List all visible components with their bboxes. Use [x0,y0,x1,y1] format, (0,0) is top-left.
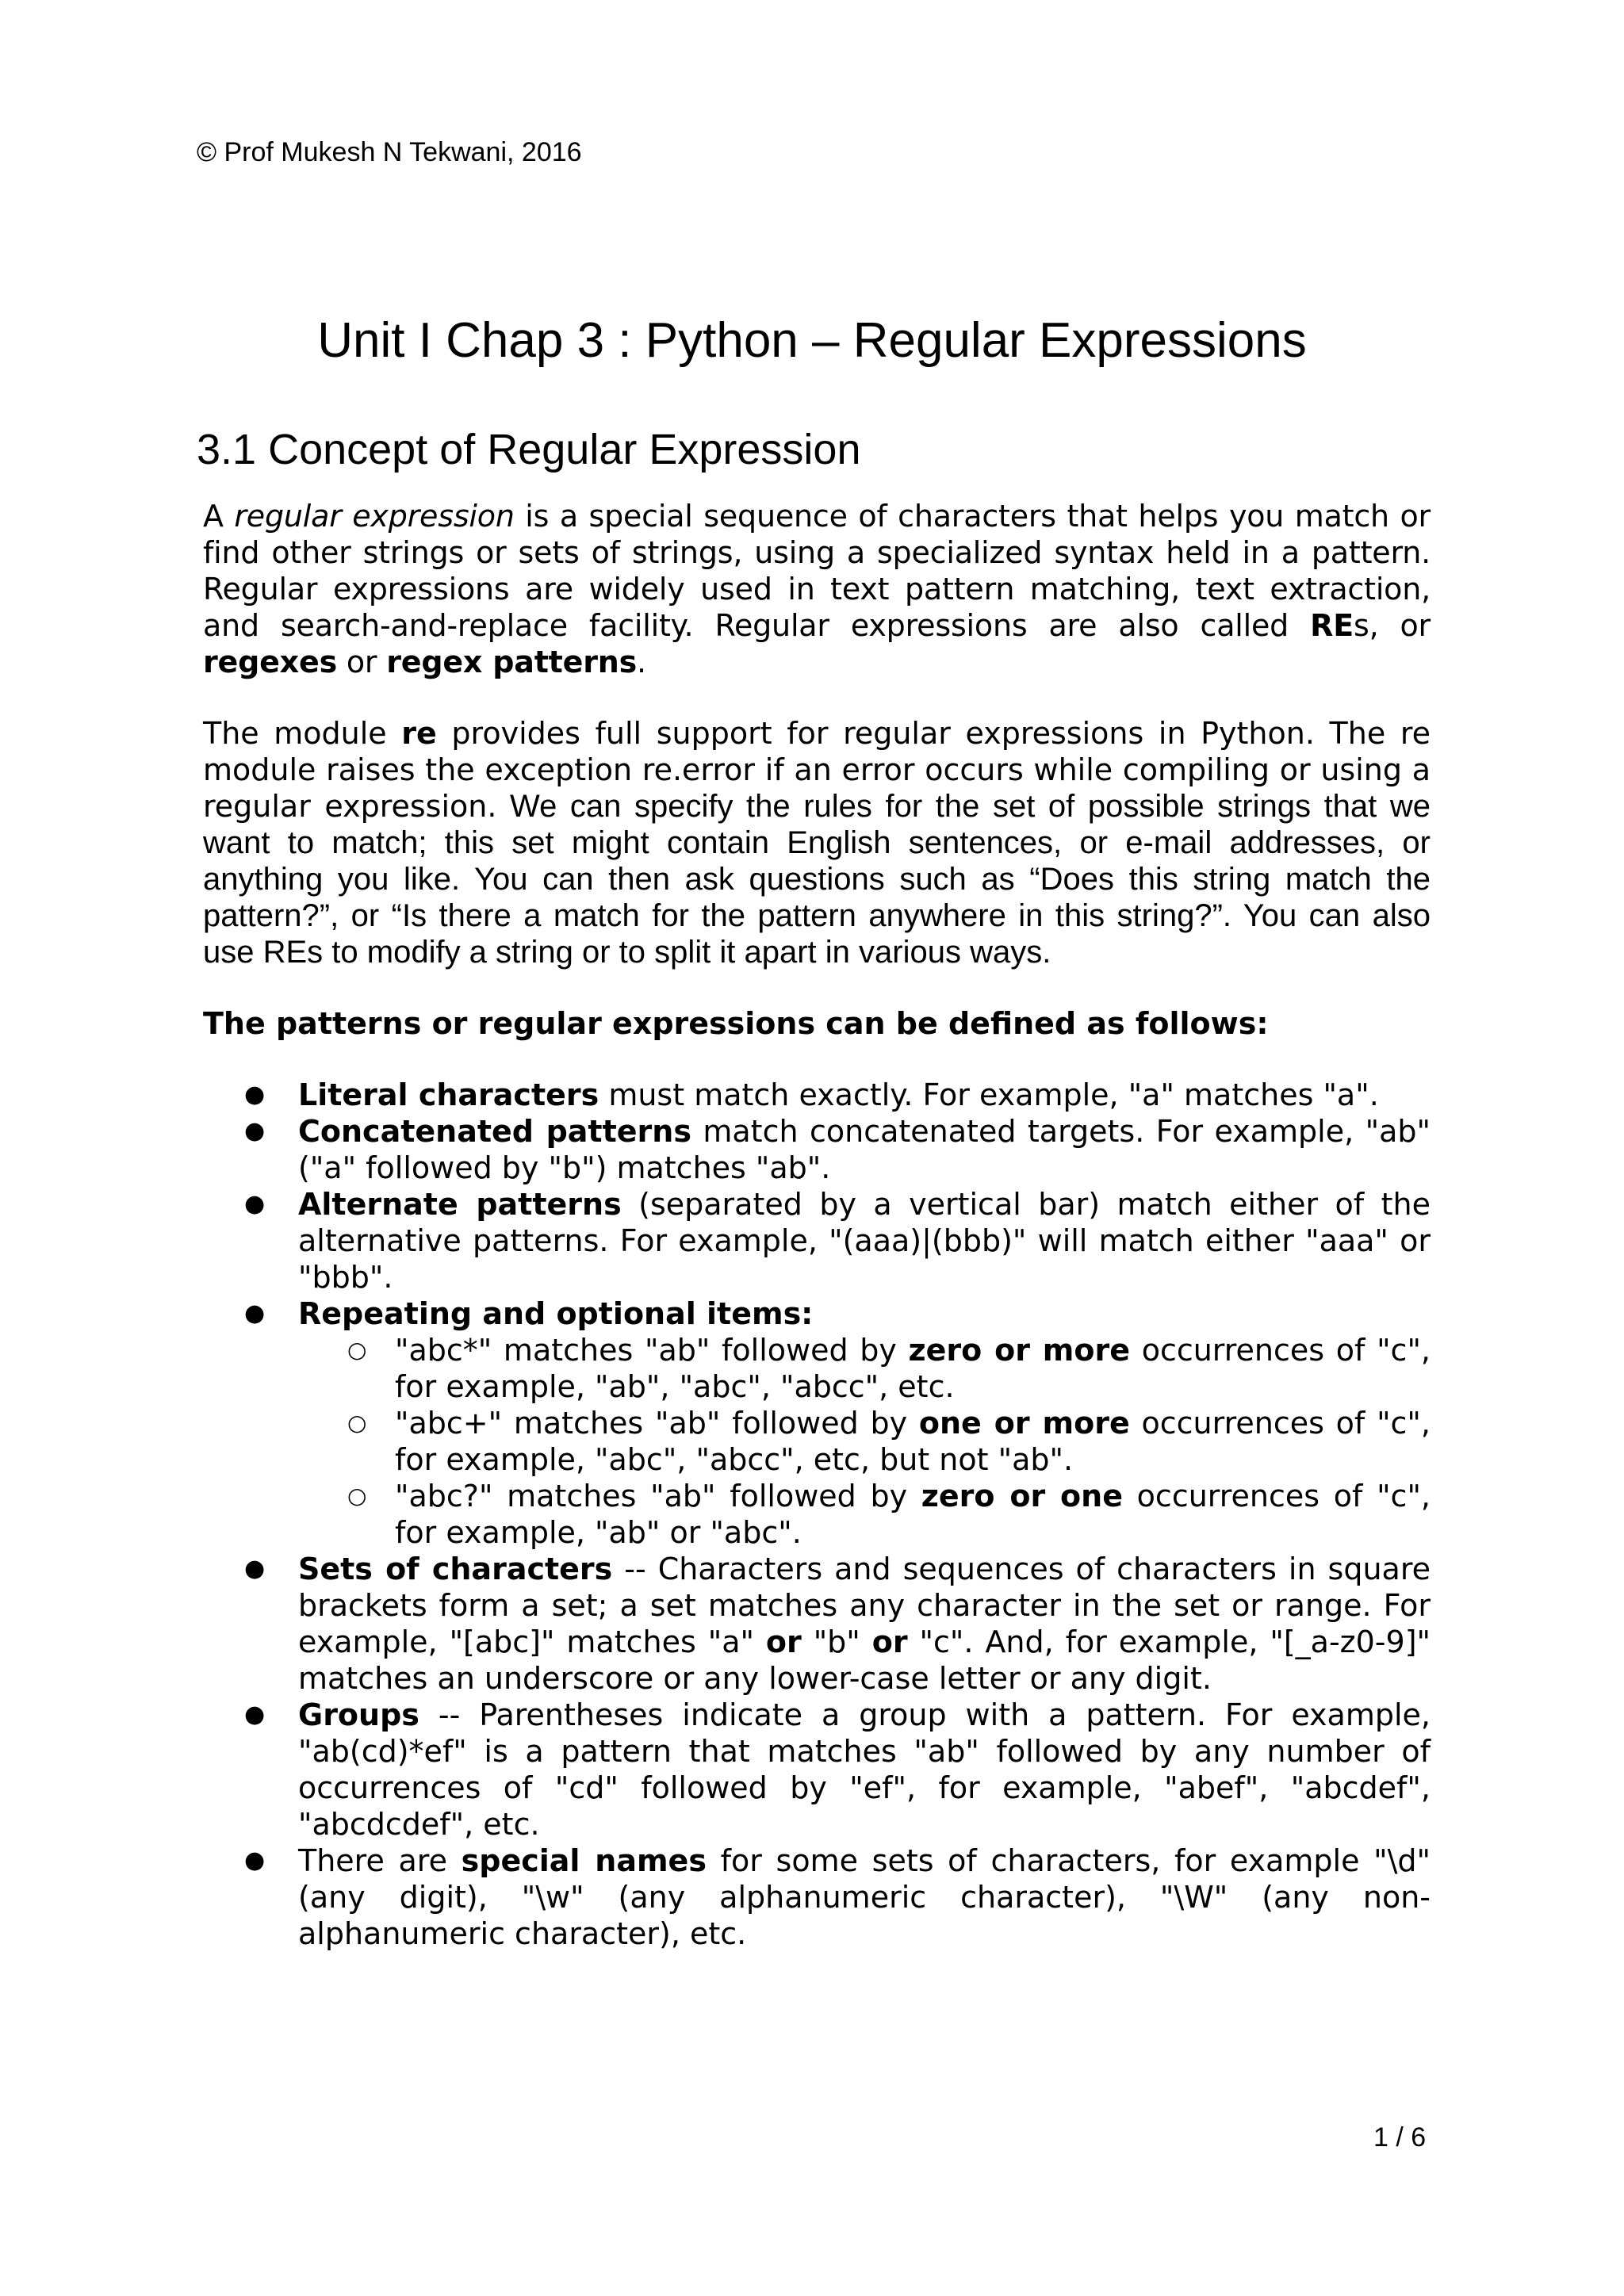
patterns-list [203,1077,1431,1952]
hollow-bullet-icon: ○ [347,1410,367,1436]
copyright-header: © Prof Mukesh N Tekwani, 2016 [197,137,582,167]
sub-item-zero-or-one: ○ "abc?" matches "ab" followed by zero or one occurrences of "c", for example, "ab" or "abc". [347,1479,1431,1550]
sub-item-one-or-more: ○ "abc+" matches "ab" followed by one or more occurrences of "c", for example, "abc", "abcc", etc, but not "ab". [347,1406,1431,1477]
paragraph-re-module: The module re provides full support for regular expressions in Python. The re module raises the exception re.error if an error occurs while compiling or using a regular expression. We can specify the rules for the set of possible strings that we want to match; this set might contain English sentences, or e-mail addresses, or anything you like. You can then ask questions such as “Does this string match the pattern?”, or “Is there a match for the pattern anywhere in this string?”. You can also use REs to modify a string or to split it apart in various ways. [203,716,1431,970]
bullet-icon: ● [244,1299,266,1327]
page-number: 1 / 6 [1373,2122,1427,2152]
hollow-bullet-icon: ○ [347,1337,367,1363]
term-re: RE [1310,608,1354,643]
list-item-sets: ● Sets of characters -- Characters and sequences of characters in square brackets form a set; a set matches any character in the set or range. For example, "[abc]" matches "a" or "b" or "c". And, for example, "[_a-z0-9]" matches an underscore or any lower-case letter or any digit. [244,1552,1431,1696]
bullet-icon: ● [244,1846,266,1874]
term-module-re: re [401,716,437,751]
term-regex-patterns: regex patterns [386,645,638,679]
document-title: Unit I Chap 3 : Python – Regular Expressions [317,313,1307,368]
list-item-special-names: ● There are special names for some sets of characters, for example "\d" (any digit), "\w" (any alphanumeric character), "\W" (any non-alphanumeric character), etc. [244,1843,1431,1951]
bullet-icon: ● [244,1555,266,1582]
main-content [203,498,1431,1952]
list-item-alternate: ● Alternate patterns (separated by a vertical bar) match either of the alternative patterns. For example, "(aaa)|(bbb)" will match either "aaa" or "bbb". [244,1187,1431,1295]
bullet-icon: ● [244,1701,266,1728]
hollow-bullet-icon: ○ [347,1483,367,1509]
list-item-groups: ● Groups -- Parentheses indicate a group with a pattern. For example, "ab(cd)*ef" is a pattern that matches "ab" followed by any number of occurrences of "cd" followed by "ef", for example, "abef", "abcdef", "abcdcdef", etc. [244,1697,1431,1842]
section-heading: 3.1 Concept of Regular Expression [197,426,861,473]
term-regular-expression: regular expression [234,499,515,534]
term-regexes: regexes [203,645,337,679]
list-item-concatenated: ● Concatenated patterns match concatenated targets. For example, "ab" ("a" followed by "b") matches "ab". [244,1114,1431,1185]
paragraph-concept: A regular expression is a special sequence of characters that helps you match or find other strings or sets of strings, using a specialized syntax held in a pattern. Regular expressions are widely used in text pattern matching, text extraction, and search-and-replace facility. Regular expressions are also called REs, or regexes or regex patterns. [203,499,1431,679]
sub-item-zero-or-more: ○ "abc*" matches "ab" followed by zero or more occurrences of "c", for example, "ab", "abc", "abcc", etc. [347,1333,1431,1404]
bullet-icon: ● [244,1117,266,1145]
bullet-icon: ● [244,1081,266,1108]
bullet-icon: ● [244,1190,266,1218]
repeating-sub-list [298,1332,1431,1551]
list-item-literal: ● Literal characters must match exactly. For example, "a" matches "a". [244,1077,1379,1112]
list-item-repeating: ● Repeating and optional items: ○ "abc*" matches "ab" followed by zero or more occurrences of "c", for example, "ab", "abc", "abcc", etc. ○ "abc+" matches "ab" followed by one or more occurrences of "c", for example, "abc", "abcc", etc, but not "ab". ○ "abc?" matches "ab" followed by zero or one occurrences of "c", for example, "ab" or "abc". [244,1296,1431,1550]
patterns-list-title: The patterns or regular expressions can be defined as follows: [203,1006,1269,1041]
